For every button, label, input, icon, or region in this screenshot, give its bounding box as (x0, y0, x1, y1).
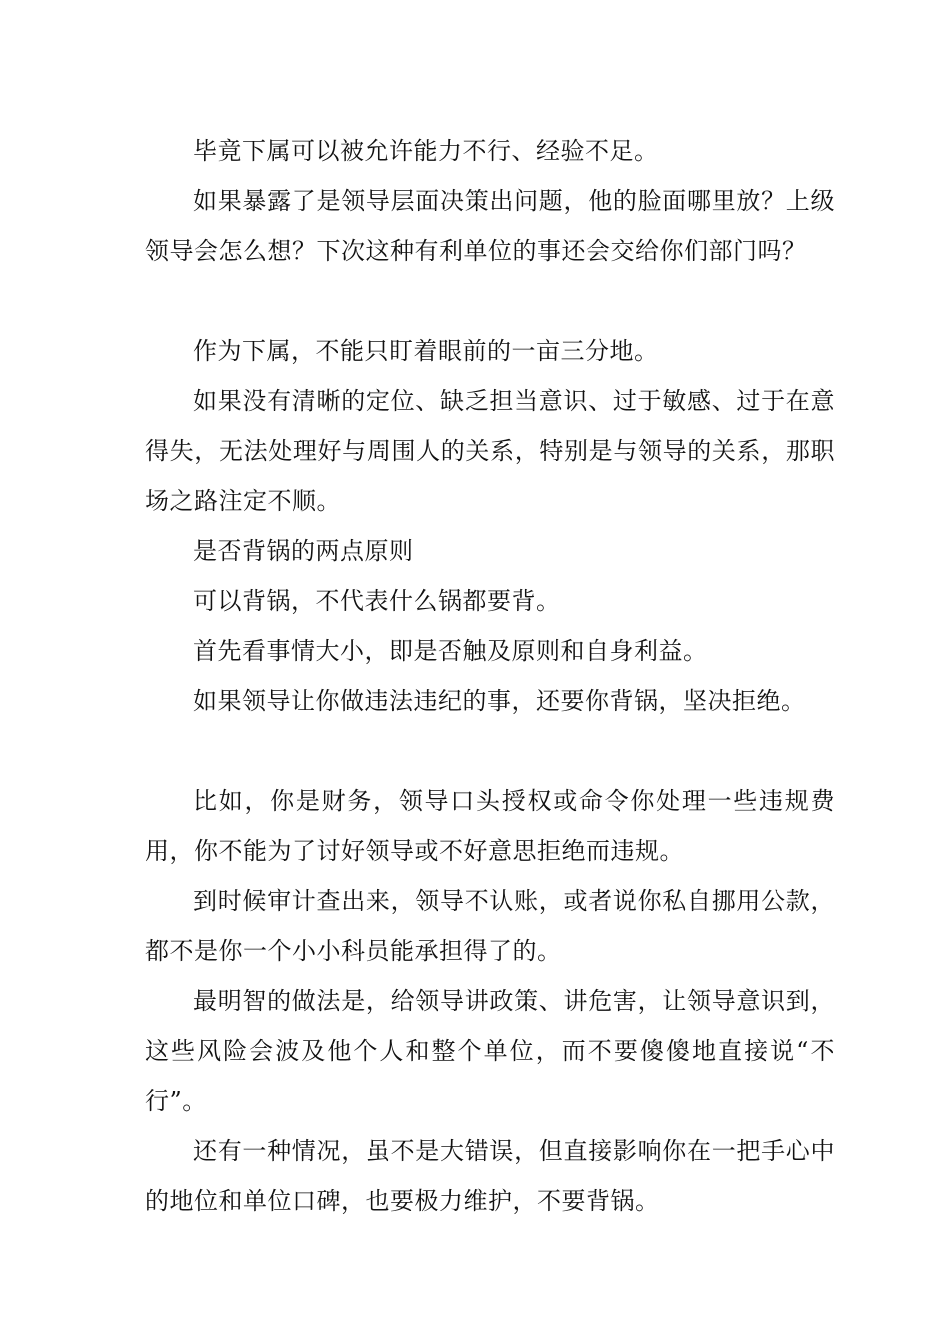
paragraph-3: 作为下属，不能只盯着眼前的一亩三分地。 (193, 337, 659, 365)
section-heading: 是否背锅的两点原则 (193, 537, 414, 565)
paragraph-1: 毕竟下属可以被允许能力不行、经验不足。 (193, 137, 659, 165)
paragraph-11: 还有一种情况，虽不是大错误，但直接影响你在一把手心中的地位和单位口碑，也要极力维护，不要背锅。 (145, 1137, 835, 1215)
paragraph-10: 最明智的做法是，给领导讲政策、讲危害，让领导意识到，这些风险会波及他个人和整个单位，而不要傻傻地直接说“不行”。 (145, 987, 835, 1115)
paragraph-5: 可以背锅，不代表什么锅都要背。 (193, 587, 561, 615)
paragraph-7: 如果领导让你做违法违纪的事，还要你背锅，坚决拒绝。 (193, 687, 806, 715)
paragraph-2: 如果暴露了是领导层面决策出问题，他的脸面哪里放？上级领导会怎么想？下次这种有利单位的事还会交给你们部门吗？ (145, 187, 835, 265)
paragraph-9: 到时候审计查出来，领导不认账，或者说你私自挪用公款，都不是你一个小小科员能承担得了的。 (145, 887, 835, 965)
paragraph-4: 如果没有清晰的定位、缺乏担当意识、过于敏感、过于在意得失，无法处理好与周围人的关系，特别是与领导的关系，那职场之路注定不顺。 (145, 387, 835, 515)
paragraph-6: 首先看事情大小，即是否触及原则和自身利益。 (193, 637, 708, 665)
paragraph-8: 比如，你是财务，领导口头授权或命令你处理一些违规费用，你不能为了讨好领导或不好意思拒绝而违规。 (145, 787, 835, 865)
